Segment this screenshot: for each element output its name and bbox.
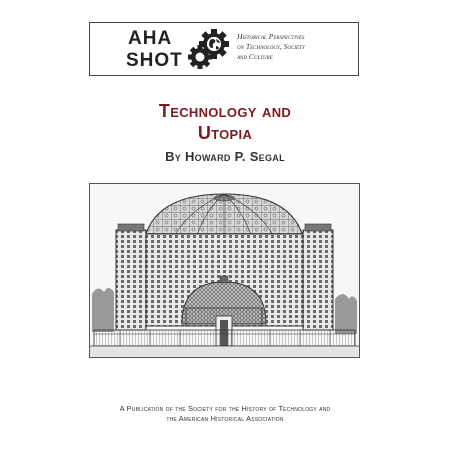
logo-aha-text: AHA <box>128 28 173 49</box>
publisher-footer <box>60 404 390 424</box>
book-title <box>0 100 450 144</box>
tagline-line-3: and Culture <box>237 52 273 61</box>
book-title-line-2: Utopia <box>197 123 253 143</box>
book-author: By Howard P. Segal <box>165 149 285 164</box>
footer-line-1: A Publication of the Society for the History of Technology and <box>119 404 331 413</box>
tagline-line-2: on Technology, Society <box>237 42 305 51</box>
logo-shot-text: SHOT <box>126 50 183 71</box>
series-logo-box <box>89 22 359 76</box>
book-title-line-1: Technology and <box>158 101 292 121</box>
tagline-line-1: Historical Perspectives <box>237 32 305 41</box>
footer-line-2: the American Historical Association <box>166 414 284 423</box>
cover-illustration <box>89 183 360 358</box>
series-tagline <box>237 32 355 62</box>
domed-city-engraving <box>90 184 359 357</box>
gear-globe-icon <box>186 27 232 73</box>
